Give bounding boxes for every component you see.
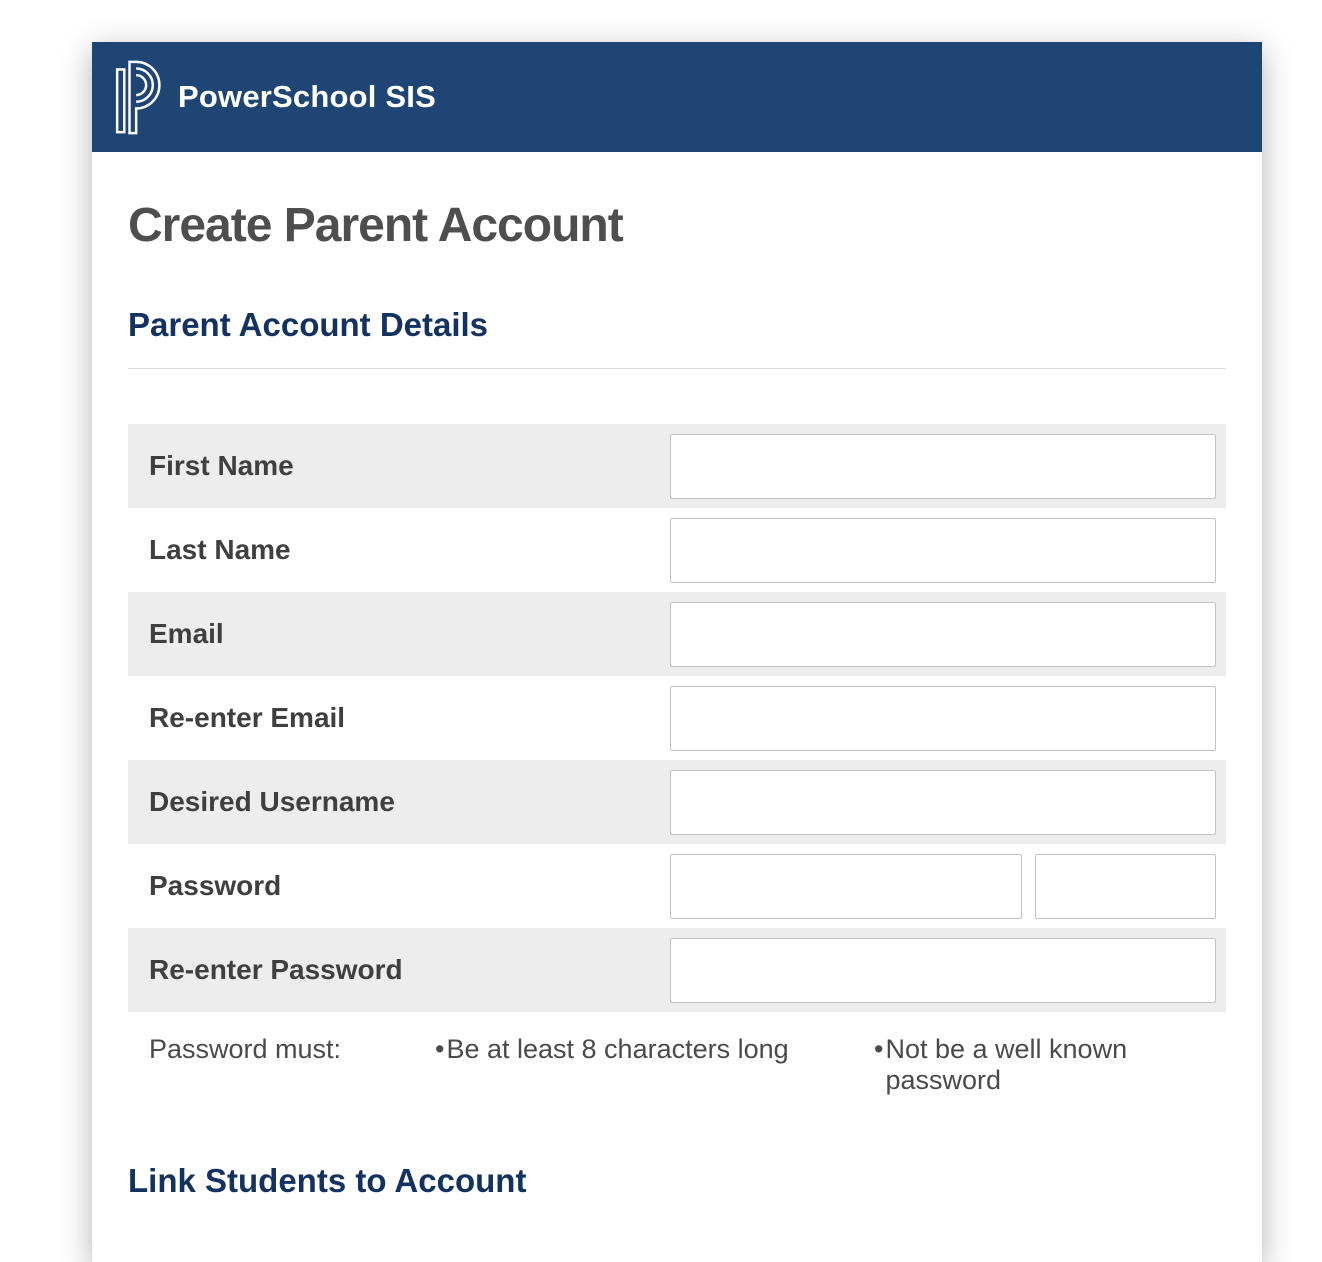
password-input-cell xyxy=(670,854,1226,919)
brand-title: PowerSchool SIS xyxy=(178,79,436,114)
section-heading-link-students: Link Students to Account xyxy=(128,1162,527,1199)
password-label: Password xyxy=(149,870,282,901)
desired-username-input-cell xyxy=(670,770,1226,835)
form-row-reenter-password xyxy=(128,928,1226,1012)
first-name-label: First Name xyxy=(149,450,294,481)
parent-account-form xyxy=(128,424,1226,1012)
form-row-password xyxy=(128,844,1226,928)
form-row-email xyxy=(128,592,1226,676)
desired-username-input[interactable] xyxy=(670,770,1216,835)
reenter-email-input[interactable] xyxy=(670,686,1216,751)
last-name-input-cell xyxy=(670,518,1226,583)
form-row-first-name xyxy=(128,424,1226,508)
last-name-label: Last Name xyxy=(149,534,291,565)
bullet-icon: • xyxy=(435,1034,445,1064)
reenter-password-input-cell xyxy=(670,938,1226,1003)
password-requirements-prefix: Password must: xyxy=(149,1034,342,1064)
bullet-icon: • xyxy=(874,1034,884,1064)
registration-card xyxy=(92,42,1262,1262)
app-header xyxy=(92,42,1262,152)
last-name-input[interactable] xyxy=(670,518,1216,583)
password-rule-length-text: Be at least 8 characters long xyxy=(446,1034,789,1064)
form-row-last-name xyxy=(128,508,1226,592)
powerschool-logo-icon xyxy=(115,59,163,135)
email-input[interactable] xyxy=(670,602,1216,667)
desired-username-label: Desired Username xyxy=(149,786,395,817)
password-input[interactable] xyxy=(670,854,1022,919)
page-title: Create Parent Account xyxy=(128,199,623,252)
section-heading-parent-account-details: Parent Account Details xyxy=(128,306,1226,369)
form-row-reenter-email xyxy=(128,676,1226,760)
form-row-desired-username xyxy=(128,760,1226,844)
password-rule-known xyxy=(874,1034,1226,1096)
reenter-password-label: Re-enter Password xyxy=(149,954,403,985)
password-rule-length xyxy=(435,1034,874,1065)
password-rule-known-text: Not be a well known password xyxy=(885,1034,1128,1095)
email-label: Email xyxy=(149,618,224,649)
first-name-input[interactable] xyxy=(670,434,1216,499)
first-name-input-cell xyxy=(670,434,1226,499)
email-input-cell xyxy=(670,602,1226,667)
reenter-email-label: Re-enter Email xyxy=(149,702,346,733)
reenter-password-input[interactable] xyxy=(670,938,1216,1003)
password-requirements xyxy=(128,1034,1226,1096)
reenter-email-input-cell xyxy=(670,686,1226,751)
password-strength-input[interactable] xyxy=(1035,854,1216,919)
main-content xyxy=(92,198,1262,1200)
